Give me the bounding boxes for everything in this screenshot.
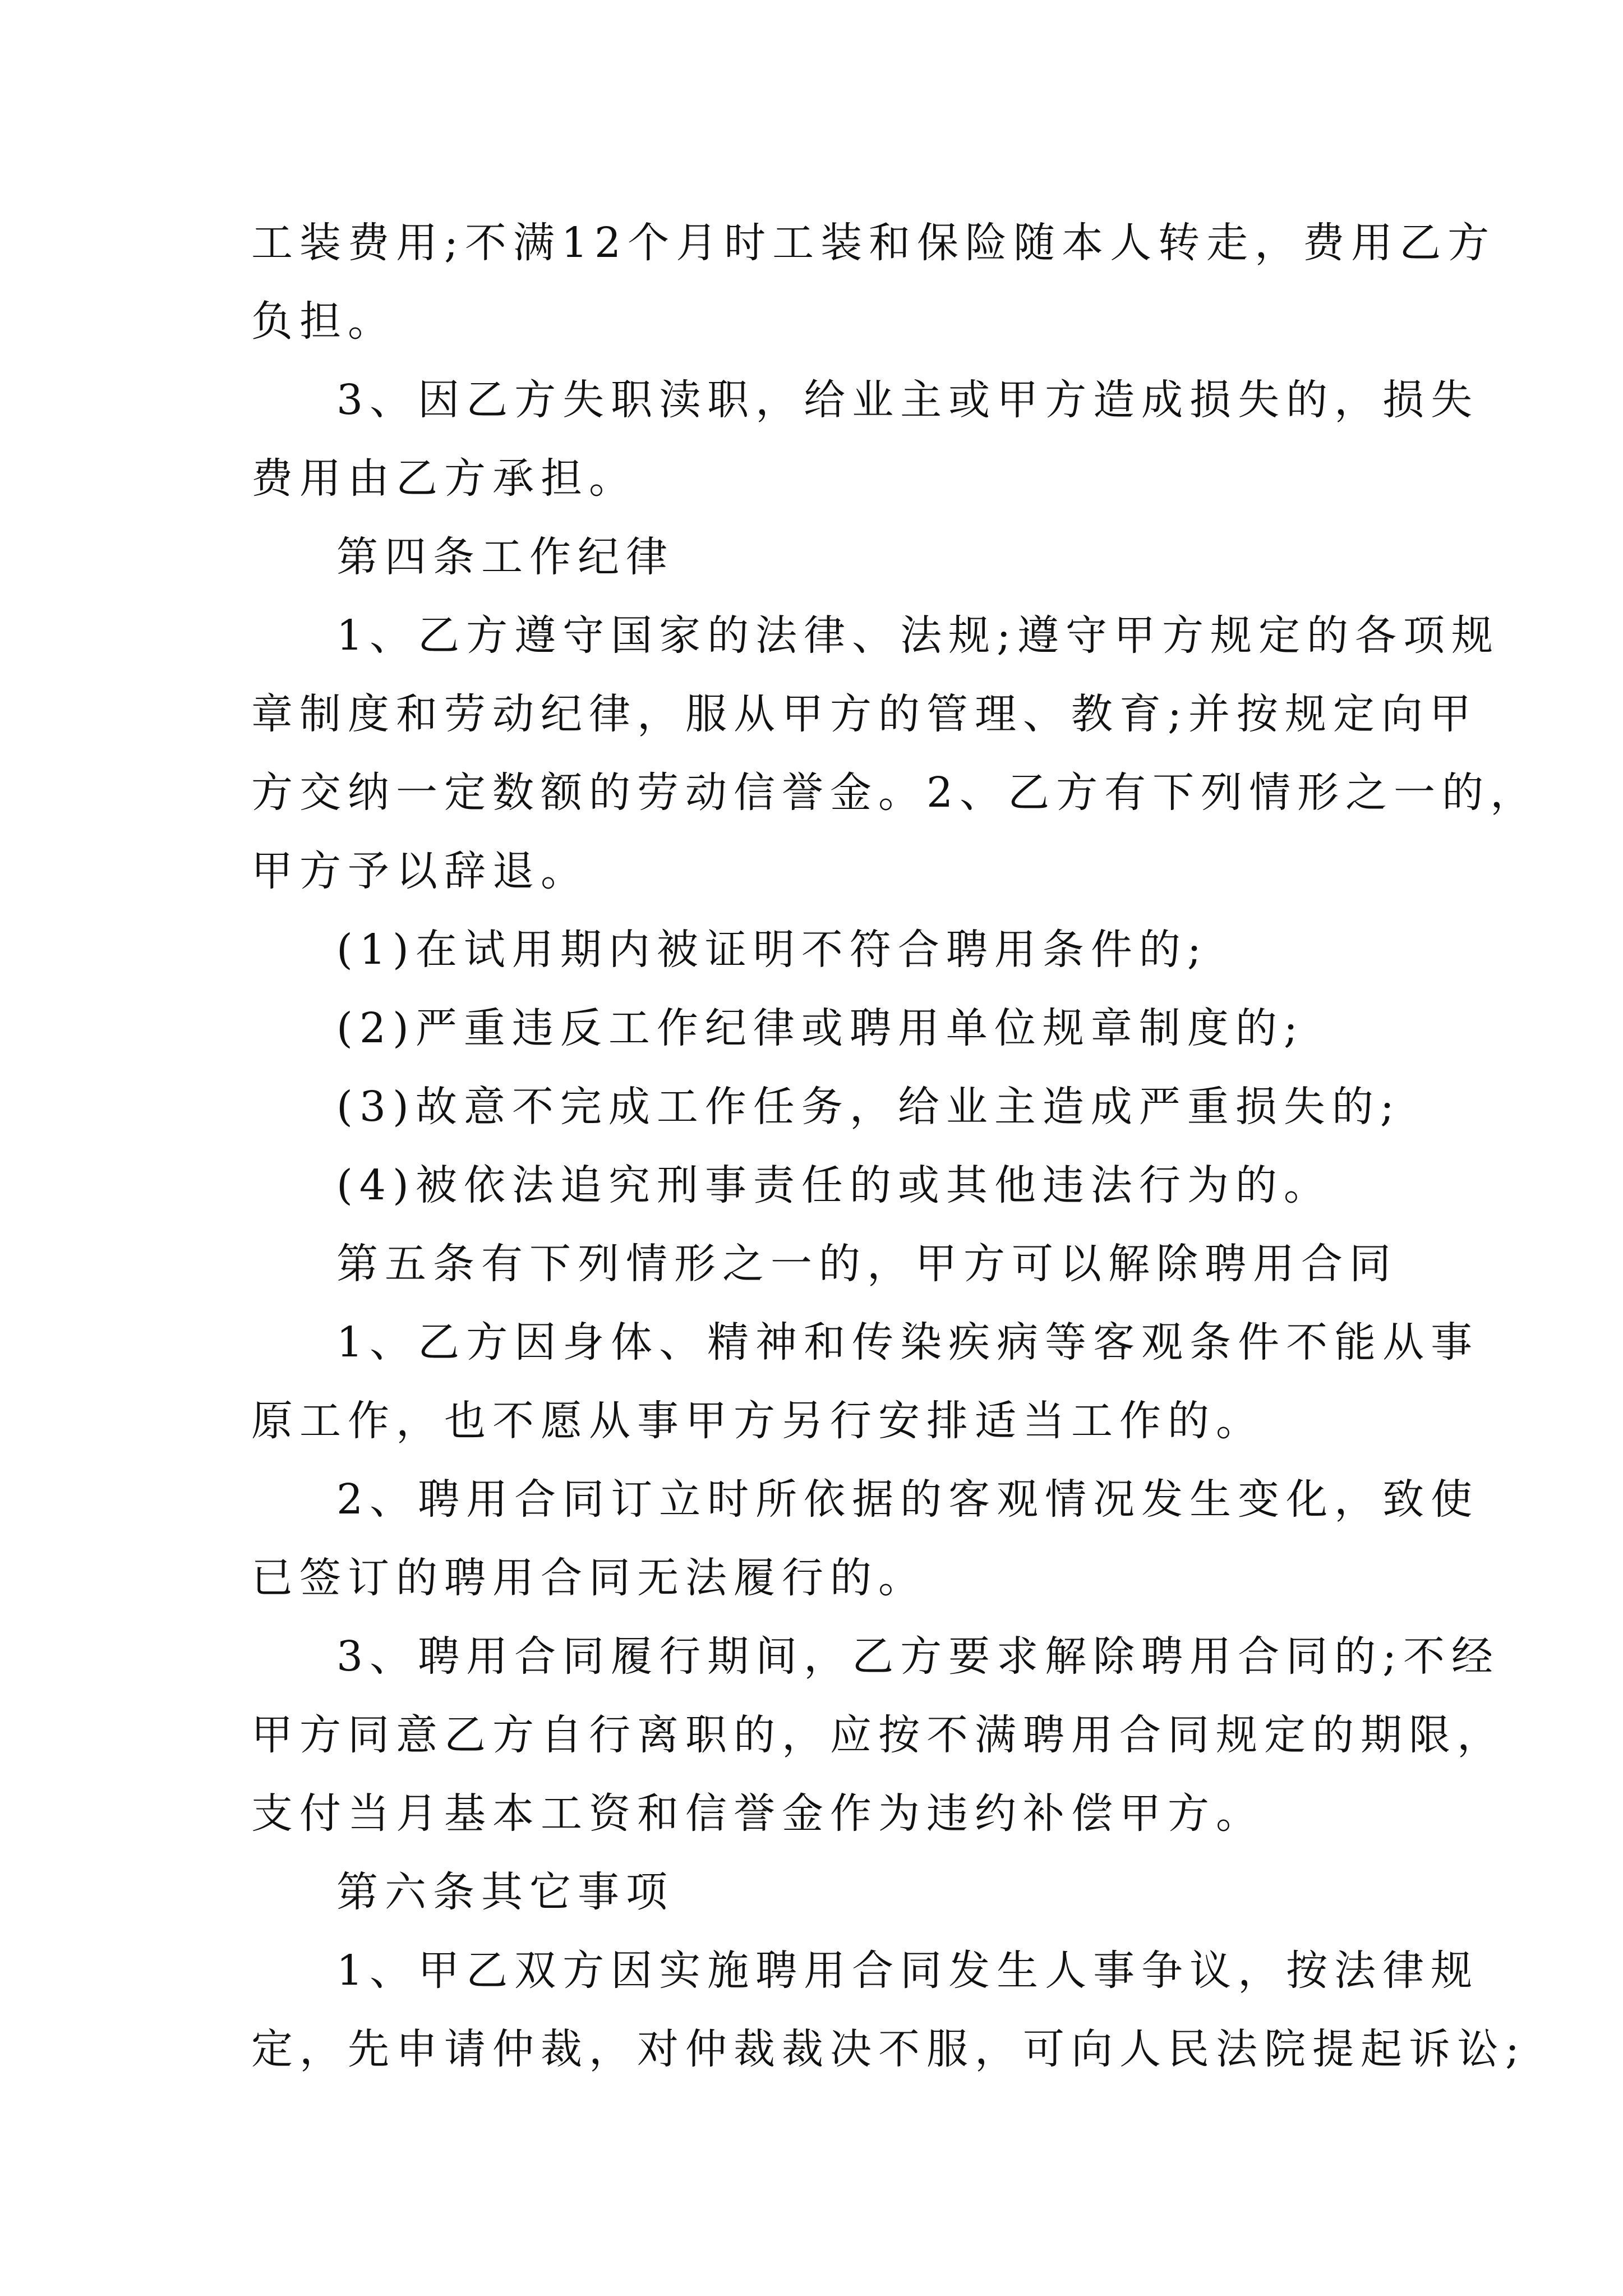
text-line: 支付当月基本工资和信誉金作为违约补偿甲方。 xyxy=(251,1789,1264,1838)
text-line: 方交纳一定数额的劳动信誉金。2、乙方有下列情形之一的， xyxy=(251,769,1539,817)
section-heading-article-4: 第四条工作纪律 xyxy=(336,533,674,581)
text-line: 2、聘用合同订立时所依据的客观情况发生变化，致使 xyxy=(336,1475,1479,1524)
text-line: 工装费用;不满12个月时工装和保险随本人转走，费用乙方 xyxy=(251,219,1496,267)
text-line: 原工作，也不愿从事甲方另行安排适当工作的。 xyxy=(251,1397,1264,1445)
text-line: 已签订的聘用合同无法履行的。 xyxy=(251,1554,926,1602)
list-item: (2)严重违反工作纪律或聘用单位规章制度的; xyxy=(336,1004,1304,1052)
list-item: (3)故意不完成工作任务，给业主造成严重损失的; xyxy=(336,1083,1401,1131)
text-line: 甲方同意乙方自行离职的，应按不满聘用合同规定的期限， xyxy=(251,1711,1505,1759)
section-heading-article-5: 第五条有下列情形之一的，甲方可以解除聘用合同 xyxy=(336,1240,1398,1288)
section-heading-article-6: 第六条其它事项 xyxy=(336,1868,674,1916)
text-line: 费用由乙方承担。 xyxy=(251,454,637,503)
text-line: 定，先申请仲裁，对仲裁裁决不服，可向人民法院提起诉讼; xyxy=(251,2025,1526,2073)
list-item: (1)在试用期内被证明不符合聘用条件的; xyxy=(336,926,1208,974)
text-line: 1、甲乙双方因实施聘用合同发生人事争议，按法律规 xyxy=(336,1947,1479,1995)
text-line: 章制度和劳动纪律，服从甲方的管理、教育;并按规定向甲 xyxy=(251,690,1478,738)
text-line: 负担。 xyxy=(251,297,396,346)
text-line: 1、乙方遵守国家的法律、法规;遵守甲方规定的各项规 xyxy=(336,611,1500,660)
text-line: 3、因乙方失职渎职，给业主或甲方造成损失的，损失 xyxy=(336,376,1479,424)
text-line: 3、聘用合同履行期间，乙方要求解除聘用合同的;不经 xyxy=(336,1632,1500,1681)
text-line: 1、乙方因身体、精神和传染疾病等客观条件不能从事 xyxy=(336,1318,1479,1366)
text-line: 甲方予以辞退。 xyxy=(251,847,589,895)
document-body xyxy=(251,204,1539,2088)
list-item: (4)被依法追究刑事责任的或其他违法行为的。 xyxy=(336,1161,1332,1209)
